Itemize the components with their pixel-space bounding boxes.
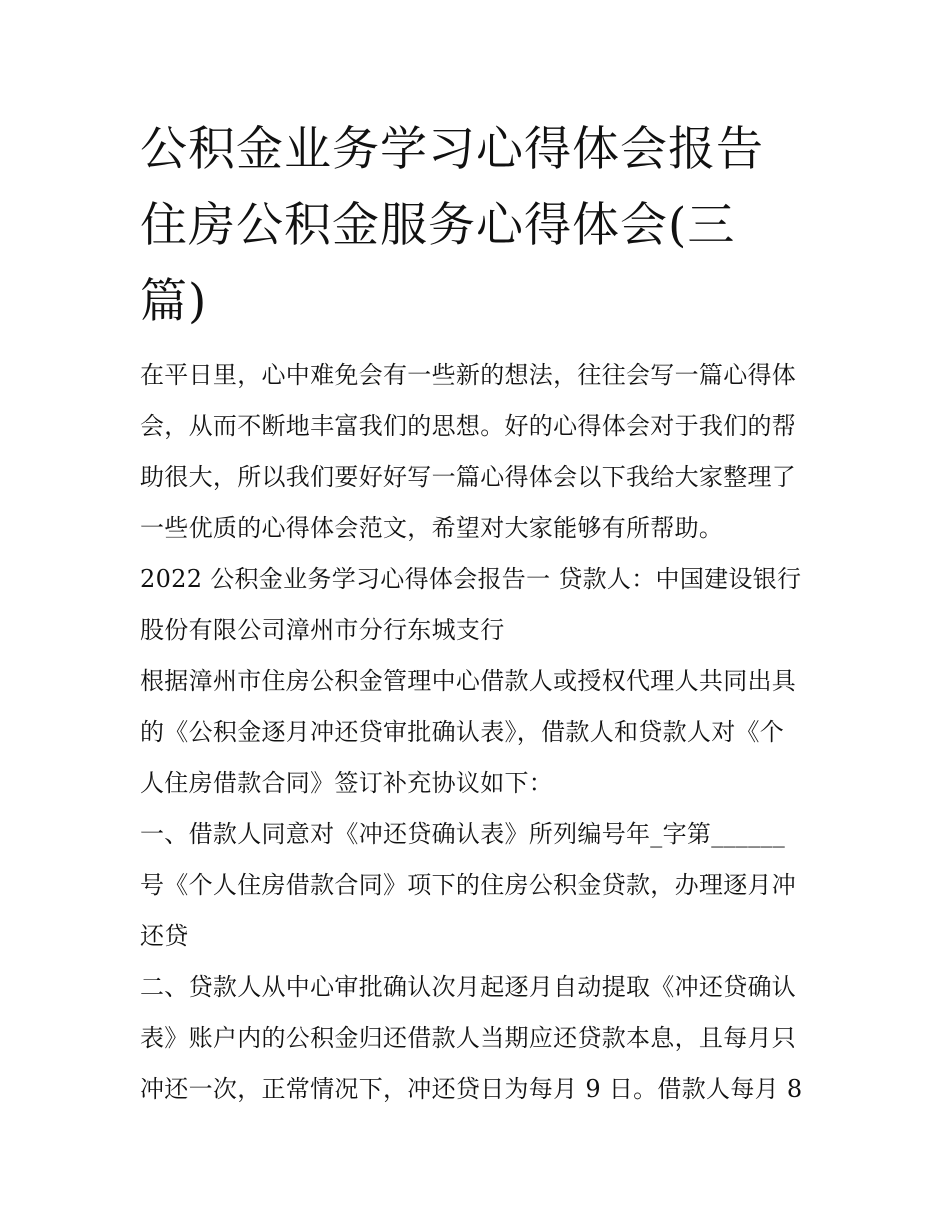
body-line: 人住房借款合同》签订补充协议如下： (140, 769, 554, 797)
body-line: 表》账户内的公积金归还借款人当期应还贷款本息，且每月只 (140, 1024, 797, 1052)
body-line: 在平日里，心中难免会有一些新的想法，往往会写一篇心得体 (140, 361, 797, 389)
document-body (140, 350, 810, 1115)
body-line: 号《个人住房借款合同》项下的住房公积金贷款，办理逐月冲 (140, 871, 797, 899)
body-line: 冲还一次，正常情况下，冲还贷日为每月 9 日。借款人每月 8 (140, 1075, 803, 1103)
body-line: 会，从而不断地丰富我们的思想。好的心得体会对于我们的帮 (140, 412, 797, 440)
body-line: 还贷 (140, 922, 189, 950)
body-line: 2022 公积金业务学习心得体会报告一 贷款人：中国建设银行 (140, 565, 802, 593)
body-line: 一、借款人同意对《冲还贷确认表》所列编号年_字第______ (140, 820, 785, 848)
body-line: 的《公积金逐月冲还贷审批确认表》，借款人和贷款人对《个 (140, 718, 785, 746)
body-line: 一些优质的心得体会范文，希望对大家能够有所帮助。 (140, 514, 724, 542)
title-line-3: 篇) (140, 274, 208, 329)
document-title (140, 112, 820, 340)
title-line-2: 住房公积金服务心得体会(三 (140, 198, 736, 253)
body-line: 股份有限公司漳州市分行东城支行 (140, 616, 505, 644)
body-line: 助很大，所以我们要好好写一篇心得体会以下我给大家整理了 (140, 463, 797, 491)
body-line: 二、贷款人从中心审批确认次月起逐月自动提取《冲还贷确认 (140, 973, 797, 1001)
title-line-1: 公积金业务学习心得体会报告 (140, 122, 764, 177)
body-line: 根据漳州市住房公积金管理中心借款人或授权代理人共同出具 (140, 667, 797, 695)
